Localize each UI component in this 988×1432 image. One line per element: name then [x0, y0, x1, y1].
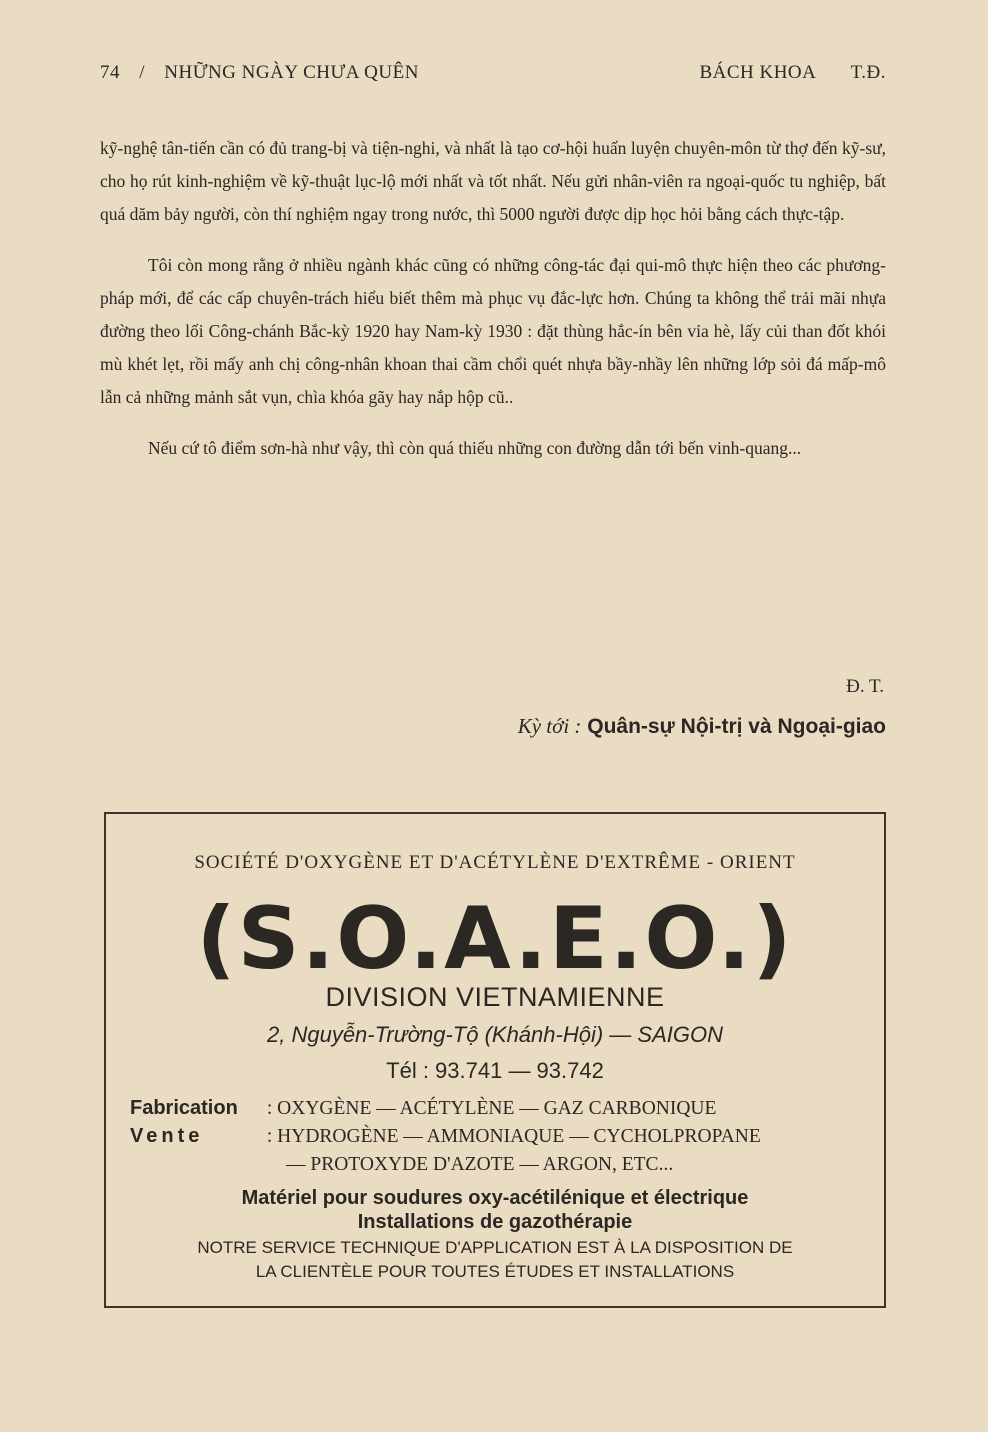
ad-vente-row — [130, 1125, 860, 1148]
ad-division: DIVISION VIETNAMIENNE — [325, 982, 665, 1012]
vente-items: : HYDROGÈNE — AMMONIAQUE — CYCHOLPROPANE — [266, 1126, 761, 1147]
vente-label: Vente — [130, 1125, 204, 1147]
ad-abbreviation: (S.O.A.E.O.) — [196, 889, 794, 989]
paragraph-1: kỹ-nghệ tân-tiến cần có đủ trang-bị và tiện-nghi, và nhất là tạo cơ-hội huấn luyện chuyên-môn từ thợ đến kỹ-sư, cho họ rút kinh-nghiệm về kỹ-thuật lục-lộ mới nhất và tốt nhất. Nếu gửi nhân-viên ra ngoại-quốc tu nghiệp, bất quá dăm bảy người, còn thí nghiệm ngay trong nước, thì 5000 người được dịp học hỏi bằng cách thực-tập. — [100, 138, 886, 224]
materiel-line: Matériel pour soudures oxy-acétilénique et électrique — [241, 1187, 749, 1209]
notice-line-2: LA CLIENTÈLE POUR TOUTES ÉTUDES ET INSTALLATIONS — [255, 1262, 735, 1281]
next-issue-label: Kỳ tới : — [517, 714, 582, 738]
paragraph-3: Nếu cứ tô điểm sơn-hà như vậy, thì còn quá thiếu những con đường dẫn tới bến vinh-quang... — [148, 438, 802, 458]
ad-notice — [106, 1236, 884, 1284]
vente-items-2: — PROTOXYDE D'AZOTE — ARGON, ETC... — [286, 1154, 674, 1175]
ad-fabrication-row — [130, 1097, 860, 1120]
fabrication-items: : OXYGÈNE — ACÉTYLÈNE — GAZ CARBONIQUE — [266, 1098, 717, 1119]
ad-address: 2, Nguyễn-Trường-Tộ (Khánh-Hội) — SAIGON — [267, 1022, 723, 1047]
next-issue — [518, 714, 886, 739]
fabrication-label: Fabrication — [130, 1097, 238, 1119]
header-right — [669, 62, 886, 84]
ad-materiel — [106, 1186, 884, 1234]
advertisement-box — [104, 812, 886, 1308]
signature: Đ. T. — [846, 676, 884, 697]
page-header — [100, 62, 886, 84]
page-number: 74 — [100, 62, 120, 83]
article-title: NHỮNG NGÀY CHƯA QUÊN — [164, 62, 419, 83]
ad-vente-row-2 — [286, 1154, 860, 1176]
magazine-name: BÁCH KHOA — [699, 62, 816, 83]
author-initials: T.Đ. — [850, 62, 886, 83]
installations-line: Installations de gazothérapie — [357, 1211, 633, 1233]
header-left — [100, 62, 419, 84]
ad-company-name: SOCIÉTÉ D'OXYGÈNE ET D'ACÉTYLÈNE D'EXTRÊME - ORIENT — [194, 852, 796, 873]
header-separator: / — [139, 62, 146, 83]
ad-telephone: Tél : 93.741 — 93.742 — [386, 1058, 604, 1083]
notice-line-1: NOTRE SERVICE TECHNIQUE D'APPLICATION EST À LA DISPOSITION DE — [197, 1238, 793, 1257]
article-body — [100, 132, 886, 465]
paragraph-2: Tôi còn mong rằng ở nhiều ngành khác cũng có những công-tác đại qui-mô thực hiện theo các phương-pháp mới, để các cấp chuyên-trách hiểu biết thêm mà phục vụ đắc-lực hơn. Chúng ta không thể trải mãi nhựa đường theo lối Công-chánh Bắc-kỳ 1920 hay Nam-kỳ 1930 : đặt thùng hắc-ín bên vỉa hè, lấy củi than đốt khói mù khét lẹt, rồi mấy anh chị công-nhân khoan thai cầm chổi quét nhựa bầy-nhầy lên những lớp sỏi đá mấp-mô lẫn cả những mảnh sắt vụn, chìa khóa gãy hay nắp hộp cũ.. — [100, 255, 886, 407]
next-issue-topic: Quân-sự Nội-trị và Ngoại-giao — [587, 715, 886, 738]
